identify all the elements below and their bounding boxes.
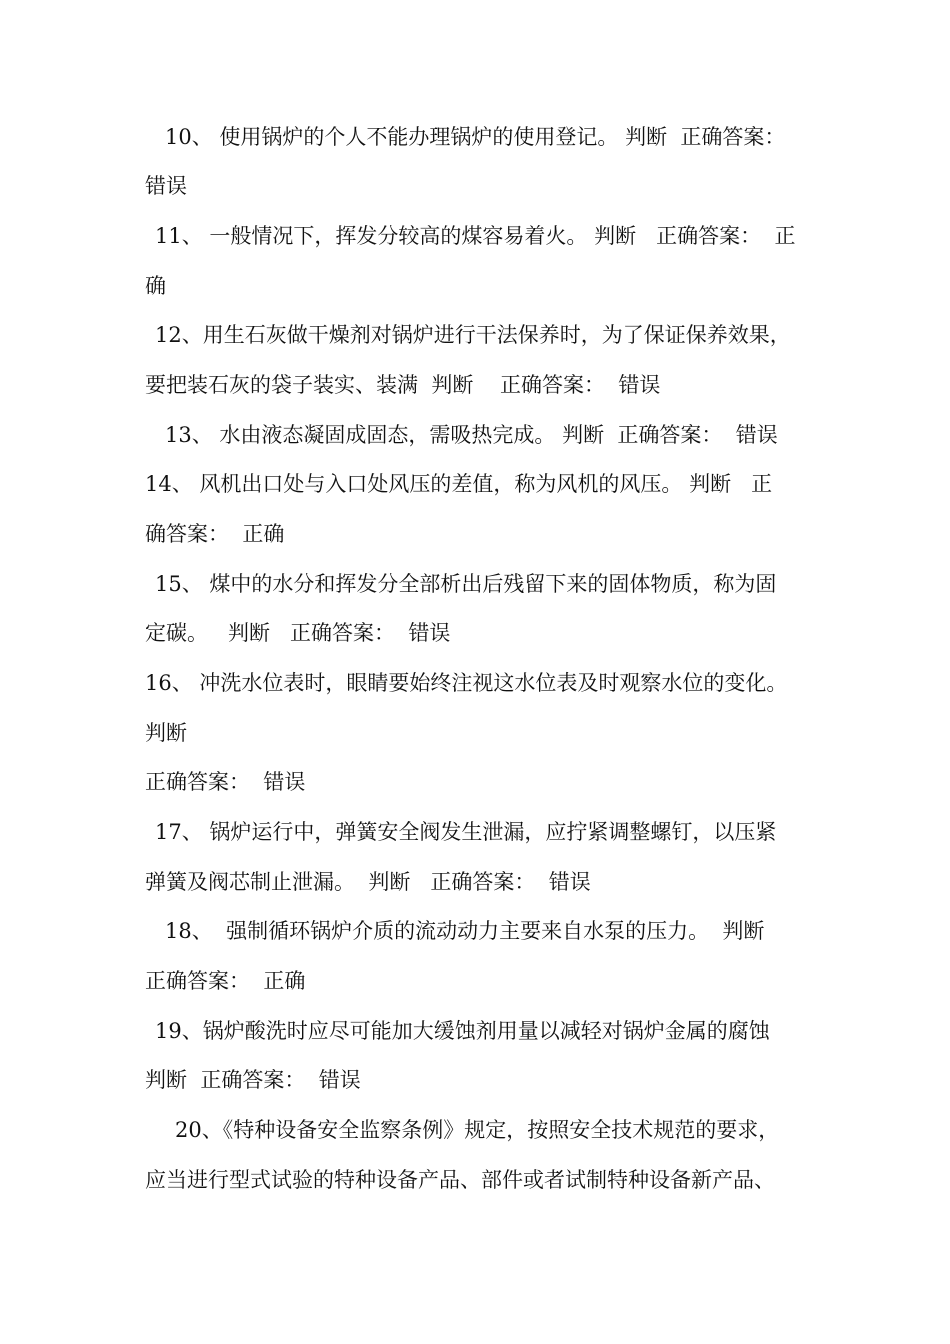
text-line-q12-b: 要把装石灰的袋子装实、装满 判断 正确答案： 错误: [145, 373, 661, 397]
text-line-q13: 13、 水由液态凝固成固态，需吸热完成。 判断 正确答案： 错误: [165, 423, 778, 447]
text-line-q19-b: 判断 正确答案： 错误: [145, 1068, 361, 1092]
text-line-q10-a: 10、 使用锅炉的个人不能办理锅炉的使用登记。 判断 正确答案：: [165, 125, 786, 149]
text-line-q14-b: 确答案： 正确: [145, 522, 285, 546]
text-line-q17-b: 弹簧及阀芯制止泄漏。 判断 正确答案： 错误: [145, 870, 591, 894]
text-line-q12-a: 12、用生石灰做干燥剂对锅炉进行干法保养时，为了保证保养效果，: [155, 323, 791, 347]
text-line-q16-b: 判断: [145, 721, 187, 745]
text-line-q14-a: 14、 风机出口处与入口处风压的差值，称为风机的风压。 判断 正: [145, 472, 773, 496]
text-line-q15-b: 定碳。 判断 正确答案： 错误: [145, 621, 451, 645]
text-line-q20-a: 20、《特种设备安全监察条例》规定，按照安全技术规范的要求，: [175, 1118, 780, 1142]
text-line-q20-b: 应当进行型式试验的特种设备产品、部件或者试制特种设备新产品、: [145, 1168, 775, 1192]
text-line-q16-c: 正确答案： 错误: [145, 770, 306, 794]
text-line-q18-b: 正确答案： 正确: [145, 969, 306, 993]
text-line-q11-b: 确: [145, 274, 166, 298]
text-line-q19-a: 19、锅炉酸洗时应尽可能加大缓蚀剂用量以减轻对锅炉金属的腐蚀: [155, 1019, 770, 1043]
text-line-q11-a: 11、 一般情况下，挥发分较高的煤容易着火。 判断 正确答案： 正: [155, 224, 796, 248]
text-line-q10-b: 错误: [145, 174, 187, 198]
text-line-q16-a: 16、 冲洗水位表时，眼睛要始终注视这水位表及时观察水位的变化。: [145, 671, 788, 695]
text-line-q17-a: 17、 锅炉运行中，弹簧安全阀发生泄漏，应拧紧调整螺钉，以压紧: [155, 820, 777, 844]
text-line-q15-a: 15、 煤中的水分和挥发分全部析出后残留下来的固体物质，称为固: [155, 572, 777, 596]
text-line-q18-a: 18、 强制循环锅炉介质的流动动力主要来自水泵的压力。 判断: [165, 919, 765, 943]
